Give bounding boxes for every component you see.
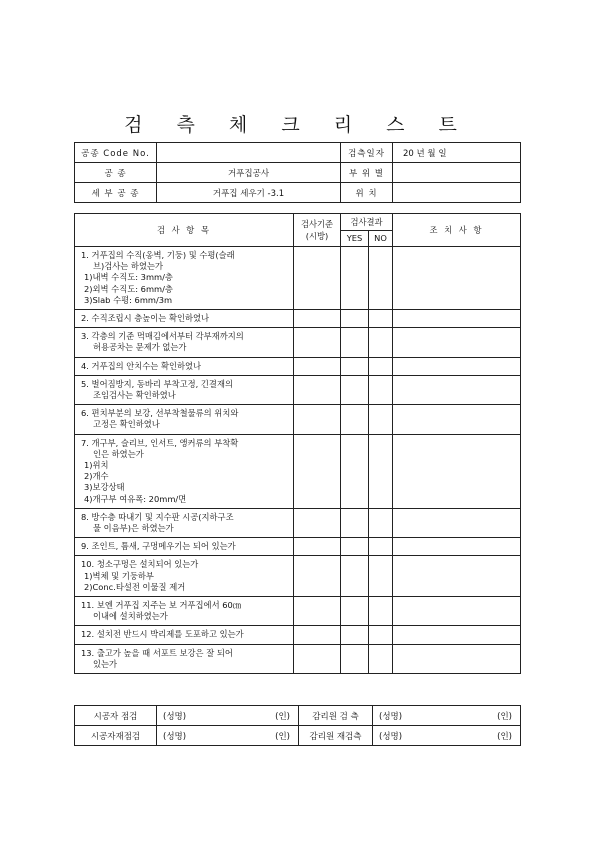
yes-cell[interactable] [341, 405, 369, 434]
page-title: 검 측 체 크 리 스 트 [124, 114, 471, 136]
check-item-line: 12. 설치전 반드시 박리제를 도포하고 있는가 [81, 629, 244, 640]
standard-cell[interactable] [294, 434, 341, 508]
check-item-subline: 1)벽체 및 기둥하부 [84, 570, 154, 581]
check-item-line: 조임검사는 확인하였나 [93, 390, 176, 401]
code-value[interactable] [157, 143, 341, 163]
checklist-row [75, 247, 521, 310]
yes-cell[interactable] [341, 556, 369, 597]
standard-cell[interactable] [294, 328, 341, 357]
action-cell[interactable] [393, 508, 521, 537]
standard-cell[interactable] [294, 405, 341, 434]
check-item-line: 이내에 설치하였는가 [93, 611, 168, 622]
checklist-row [75, 310, 521, 328]
supervisor-inspect-label: 감리원 검 측 [299, 706, 373, 726]
check-item-subline: 3)보강상태 [84, 482, 125, 493]
check-item-text [75, 328, 294, 357]
info-table [74, 142, 521, 203]
yes-cell[interactable] [341, 310, 369, 328]
check-item-line: 11. 보엔 거푸집 지주는 보 거푸집에서 60㎝ [81, 600, 242, 611]
check-item-text [75, 644, 294, 673]
checklist-row [75, 556, 521, 597]
check-item-line: 1. 거푸집의 수직(옹벽, 기둥) 및 수평(슬래 [81, 250, 235, 260]
contractor-recheck-label: 시공자재점검 [75, 726, 157, 746]
action-cell[interactable] [393, 644, 521, 673]
no-cell[interactable] [369, 644, 393, 673]
yes-cell[interactable] [341, 357, 369, 375]
no-cell[interactable] [369, 597, 393, 626]
check-item-line: 13. 출고가 높을 때 서포트 보강은 잘 되어 [81, 647, 233, 658]
check-item-text [75, 626, 294, 644]
yes-cell[interactable] [341, 644, 369, 673]
standard-cell[interactable] [294, 247, 341, 310]
yes-cell[interactable] [341, 597, 369, 626]
code-label: 공종 Code No. [75, 143, 157, 163]
header-standard-line1: 검사기준 [300, 219, 334, 229]
no-cell[interactable] [369, 626, 393, 644]
supervisor-inspect-signature[interactable] [373, 706, 521, 726]
name-label: (성명) [379, 731, 403, 742]
yes-cell[interactable] [341, 434, 369, 508]
check-item-subline: 1)위치 [84, 460, 109, 471]
check-item-text [75, 434, 294, 508]
check-item-line: 허용공차는 문제가 없는가 [93, 342, 187, 353]
header-items: 검 사 항 목 [75, 214, 294, 247]
check-item-subline: 4)개구부 여유폭: 20mm/면 [84, 493, 187, 504]
action-cell[interactable] [393, 434, 521, 508]
no-cell[interactable] [369, 328, 393, 357]
check-item-subline: 1)내벽 수직도: 3mm/층 [84, 272, 173, 283]
detail-value[interactable]: 거푸집 세우기 -3.1 [157, 183, 341, 203]
yes-cell[interactable] [341, 508, 369, 537]
check-item-line: 2. 수직조립시 층높이는 확인하였나 [81, 313, 210, 324]
check-item-line: 10. 청소구멍은 설치되어 있는가 [81, 559, 199, 570]
check-item-line: 물 이음부)은 하였는가 [93, 523, 174, 534]
no-cell[interactable] [369, 508, 393, 537]
action-cell[interactable] [393, 538, 521, 556]
header-yes: YES [341, 230, 369, 247]
standard-cell[interactable] [294, 644, 341, 673]
seal-label: (인) [275, 711, 290, 722]
yes-cell[interactable] [341, 328, 369, 357]
check-item-line: 6. 편치부분의 보강, 선부착철물류의 위치와 [81, 408, 239, 419]
check-item-line: 3. 각층의 기준 먹매김에서부터 각부재까지의 [81, 331, 244, 342]
type-label: 공 종 [75, 163, 157, 183]
area-value[interactable] [393, 163, 521, 183]
header-action: 조 치 사 항 [393, 214, 521, 247]
no-cell[interactable] [369, 556, 393, 597]
name-label: (성명) [379, 711, 403, 722]
check-item-line: 7. 개구부, 슬리브, 인서트, 앵커류의 부착확 [81, 437, 239, 448]
type-value[interactable]: 거푸집공사 [157, 163, 341, 183]
header-result: 검사결과 [341, 214, 393, 231]
standard-cell[interactable] [294, 310, 341, 328]
check-item-line: 4. 거푸집의 안치수는 확인하였나 [81, 360, 202, 371]
checklist-row [75, 328, 521, 357]
no-cell[interactable] [369, 538, 393, 556]
check-item-text [75, 247, 294, 310]
contractor-check-signature[interactable] [157, 706, 299, 726]
date-value[interactable]: 20 년 월 일 [393, 143, 521, 163]
standard-cell[interactable] [294, 508, 341, 537]
check-item-subline: 2)개수 [84, 471, 109, 482]
check-item-line: 있는가 [93, 658, 118, 669]
standard-cell[interactable] [294, 375, 341, 404]
no-cell[interactable] [369, 405, 393, 434]
yes-cell[interactable] [341, 538, 369, 556]
date-label: 검측일자 [341, 143, 393, 163]
area-label: 부 위 별 [341, 163, 393, 183]
seal-label: (인) [497, 711, 512, 722]
seal-label: (인) [275, 731, 290, 742]
action-cell[interactable] [393, 405, 521, 434]
contractor-recheck-signature[interactable] [157, 726, 299, 746]
no-cell[interactable] [369, 375, 393, 404]
check-item-text [75, 556, 294, 597]
no-cell[interactable] [369, 357, 393, 375]
yes-cell[interactable] [341, 626, 369, 644]
name-label: (성명) [163, 711, 187, 722]
supervisor-reinspect-label: 감리원 재검측 [299, 726, 373, 746]
checklist-row [75, 538, 521, 556]
check-item-text [75, 357, 294, 375]
action-cell[interactable] [393, 357, 521, 375]
contractor-check-label: 시공자 점검 [75, 706, 157, 726]
check-item-line: 5. 벌어짐방지, 동바리 부착고정, 긴결재의 [81, 378, 233, 389]
signature-table [74, 705, 521, 746]
yes-cell[interactable] [341, 247, 369, 310]
checklist-row [75, 508, 521, 537]
checklist-row [75, 375, 521, 404]
no-cell[interactable] [369, 310, 393, 328]
check-item-subline: 2)Conc.타설전 이물질 제거 [84, 581, 186, 592]
location-label: 위 치 [341, 183, 393, 203]
action-cell[interactable] [393, 247, 521, 310]
action-cell[interactable] [393, 597, 521, 626]
checklist-row [75, 434, 521, 508]
standard-cell[interactable] [294, 556, 341, 597]
checklist-row [75, 597, 521, 626]
check-item-text [75, 405, 294, 434]
action-cell[interactable] [393, 626, 521, 644]
seal-label: (인) [497, 731, 512, 742]
header-standard-line2: (시방) [305, 231, 329, 241]
yes-cell[interactable] [341, 375, 369, 404]
standard-cell[interactable] [294, 626, 341, 644]
action-cell[interactable] [393, 310, 521, 328]
action-cell[interactable] [393, 328, 521, 357]
checklist-row [75, 405, 521, 434]
check-item-line: 인은 하였는가 [93, 448, 144, 459]
name-label: (성명) [163, 731, 187, 742]
check-item-text [75, 597, 294, 626]
location-value[interactable] [393, 183, 521, 203]
checklist-row [75, 644, 521, 673]
action-cell[interactable] [393, 375, 521, 404]
standard-cell[interactable] [294, 357, 341, 375]
no-cell[interactable] [369, 247, 393, 310]
check-item-text [75, 310, 294, 328]
check-item-line: 9. 조인트, 틈새, 구멍메우기는 되어 있는가 [81, 541, 236, 552]
check-item-line: 고정은 확인하였나 [93, 419, 160, 430]
checklist-row [75, 626, 521, 644]
detail-label: 세 부 공 종 [75, 183, 157, 203]
supervisor-reinspect-signature[interactable] [373, 726, 521, 746]
checklist-table [74, 213, 521, 674]
action-cell[interactable] [393, 556, 521, 597]
header-standard [294, 214, 341, 247]
check-item-text [75, 375, 294, 404]
check-item-subline: 2)외벽 수직도: 6mm/층 [84, 283, 173, 294]
standard-cell[interactable] [294, 538, 341, 556]
check-item-subline: 3)Slab 수평: 6mm/3m [84, 294, 173, 305]
check-item-line: 8. 방수층 따내기 및 지수판 시공(지하구조 [81, 511, 234, 522]
check-item-text [75, 508, 294, 537]
standard-cell[interactable] [294, 597, 341, 626]
no-cell[interactable] [369, 434, 393, 508]
checklist-row [75, 357, 521, 375]
header-no: NO [369, 230, 393, 247]
check-item-text [75, 538, 294, 556]
check-item-line: 브)검사는 하였는가 [93, 261, 163, 272]
